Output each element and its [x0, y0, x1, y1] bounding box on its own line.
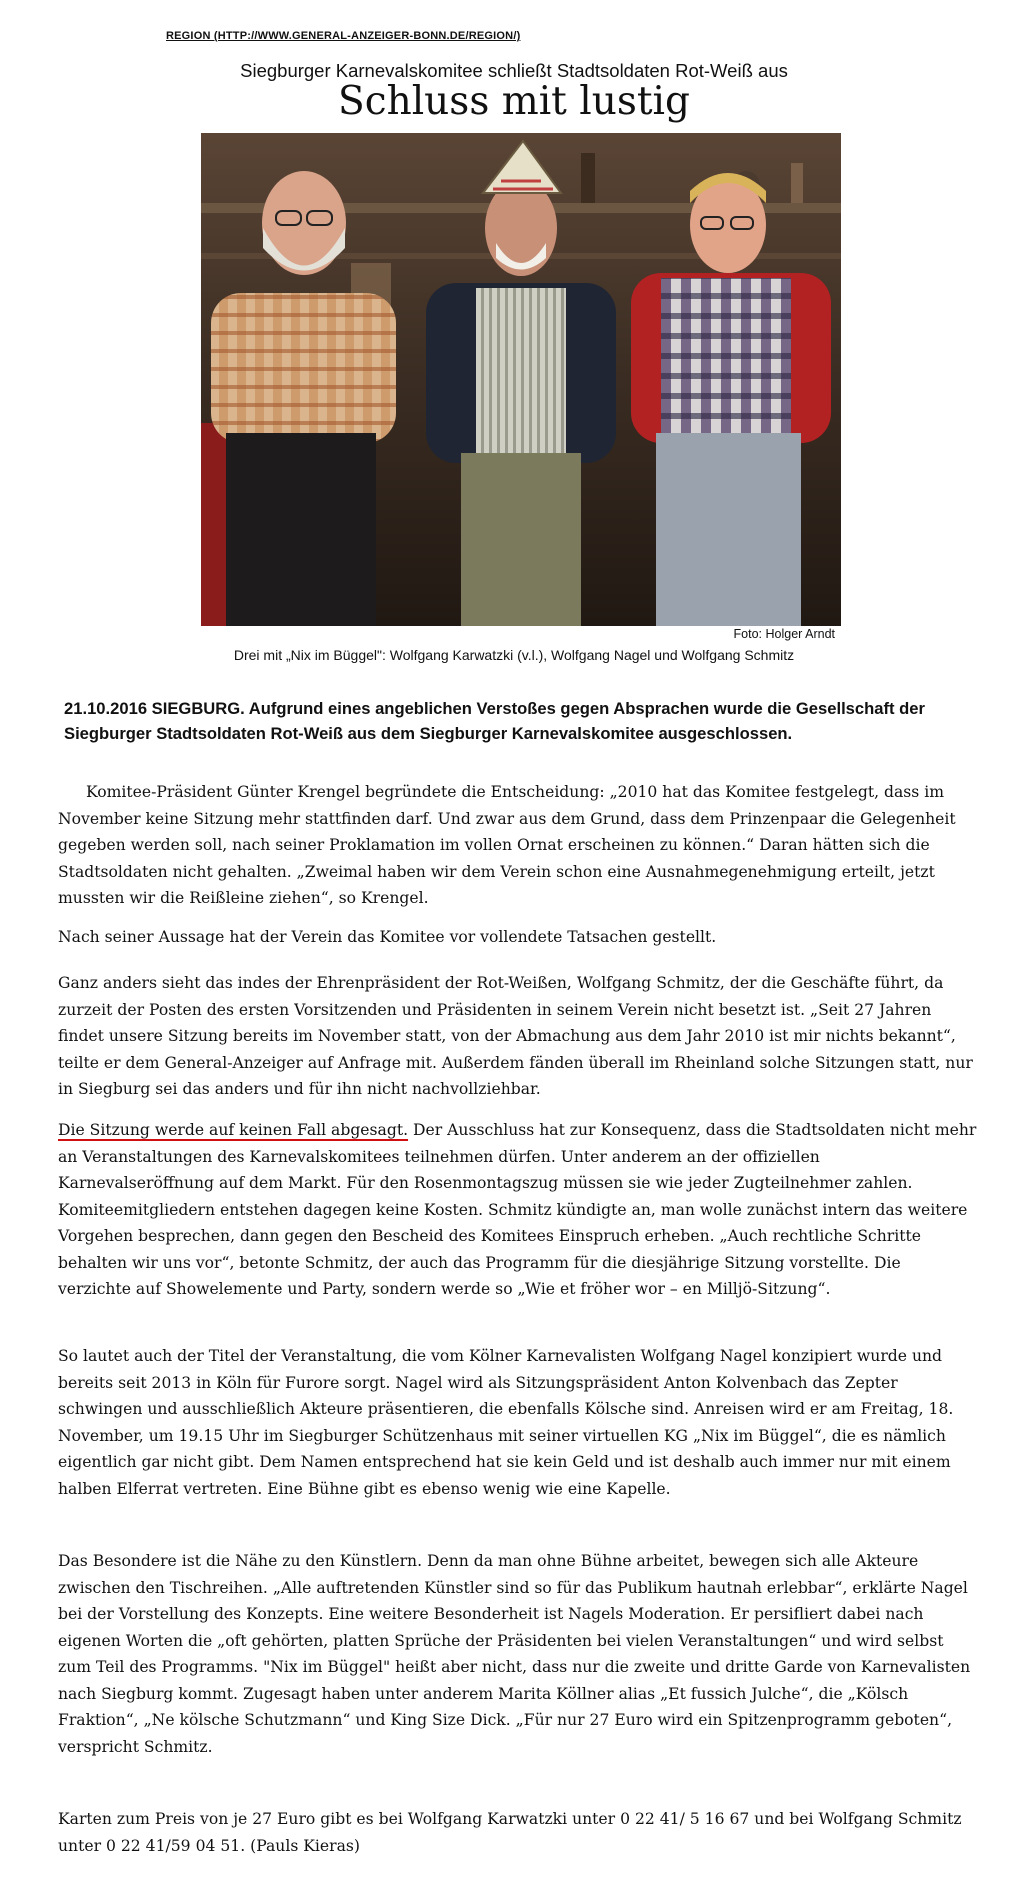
article-lead: 21.10.2016 SIEGBURG. Aufgrund eines angeblichen Verstoßes gegen Absprachen wurde die Gesellschaft der Siegburger Stadtsoldaten Rot-Weiß aus dem Siegburger Karnevalskomitee ausgeschlossen. — [64, 699, 925, 743]
photo-credit: Foto: Holger Arndt — [733, 627, 835, 641]
highlighted-sentence: Die Sitzung werde auf keinen Fall abgesagt. — [58, 1121, 409, 1139]
paragraph-5: So lautet auch der Titel der Veranstaltung, die vom Kölner Karnevalisten Wolfgang Nagel konzipiert wurde und bereits seit 2013 in Köln für Furore sorgt. Nagel wird als Sitzungspräsident Anton Kolvenbach das Zepter schwingen und ausschließlich Akteure präsentieren, die ebenfalls Kölsche sind. Anreisen wird er am Freitag, 18. November, um 19.15 Uhr im Siegburger Schützenhaus mit seiner virtuellen KG „Nix im Büggel“, die es nämlich eigentlich gar nicht gibt. Dem Namen entsprechend hat sie kein Geld und ist deshalb auch immer nur mit einem halben Elferrat vertreten. Eine Bühne gibt es ebenso wenig wie eine Kapelle. — [58, 1347, 954, 1498]
paragraph-4 — [58, 1117, 978, 1303]
paragraph-6: Das Besondere ist die Nähe zu den Künstlern. Denn da man ohne Bühne arbeitet, bewegen sich alle Akteure zwischen den Tischreihen. „Alle auftretenden Künstler sind so für das Publikum hautnah erlebbar“, erklärte Nagel bei der Vorstellung des Konzepts. Eine weitere Besonderheit ist Nagels Moderation. Er persifliert dabei nach eigenen Worten die „oft gehörten, platten Sprüche der Präsidenten bei vielen Veranstaltungen“ und wird selbst zum Teil des Programms. "Nix im Büggel" heißt aber nicht, dass nur die zweite und dritte Garde von Karnevalisten nach Siegburg kommt. Zugesagt haben unter anderem Marita Köllner alias „Et fussich Julche“, die „Kölsch Fraktion“, „Ne kölsche Schutzmann“ und King Size Dick. „Für nur 27 Euro wird ein Spitzenprogramm geboten“, verspricht Schmitz. — [58, 1552, 971, 1756]
article-kicker: Siegburger Karnevalskomitee schließt Stadtsoldaten Rot-Weiß aus — [240, 60, 788, 81]
photo-caption: Drei mit „Nix im Büggel": Wolfgang Karwatzki (v.l.), Wolfgang Nagel und Wolfgang Schmitz — [233, 647, 795, 663]
article-photo — [201, 133, 841, 626]
article-headline: Schluss mit lustig — [338, 79, 690, 124]
paragraph-2: Nach seiner Aussage hat der Verein das Komitee vor vollendete Tatsachen gestellt. — [58, 928, 717, 946]
photo-illustration — [201, 133, 841, 626]
paragraph-4-text: Der Ausschluss hat zur Konsequenz, dass die Stadtsoldaten nicht mehr an Veranstaltungen des Karnevalskomitees teilnehmen dürfen. Unter anderem an der offiziellen Karnevalseröffnung auf dem Markt. Für den Rosenmontagszug müssen sie wie jeder Zugteilnehmer zahlen. Komiteemitgliedern entstehen dagegen keine Kosten. Schmitz kündigte an, man wolle zunächst intern das weitere Vorgehen besprechen, dann gegen den Bescheid des Komitees Einspruch erheben. „Auch rechtliche Schritte behalten wir uns vor“, betonte Schmitz, der auch das Programm für die diesjährige Sitzung vorstellte. Die verzichte auf Showelemente und Party, sondern werde so „Wie et fröher wor – en Milljö-Sitzung“. — [58, 1121, 977, 1298]
paragraph-1: Komitee-Präsident Günter Krengel begründete die Entscheidung: „2010 hat das Komitee festgelegt, dass im November keine Sitzung mehr stattfinden darf. Und zwar aus dem Grund, dass dem Prinzenpaar die Gelegenheit gegeben werden soll, nach seiner Proklamation im vollen Ornat erscheinen zu können.“ Daran hätten sich die Stadtsoldaten nicht gehalten. „Zweimal haben wir dem Verein schon eine Ausnahmegenehmigung erteilt, jetzt mussten wir die Reißleine ziehen“, so Krengel. — [58, 783, 956, 907]
paragraph-7: Karten zum Preis von je 27 Euro gibt es bei Wolfgang Karwatzki unter 0 22 41/ 5 16 67 und bei Wolfgang Schmitz unter 0 22 41/59 04 51. (Pauls Kieras) — [58, 1810, 962, 1855]
region-source-link[interactable]: REGION (HTTP://WWW.GENERAL-ANZEIGER-BONN.DE/REGION/) — [166, 30, 521, 42]
paragraph-3: Ganz anders sieht das indes der Ehrenpräsident der Rot-Weißen, Wolfgang Schmitz, der die Geschäfte führt, da zurzeit der Posten des ersten Vorsitzenden und Präsidenten in seinem Verein nicht besetzt ist. „Seit 27 Jahren findet unsere Sitzung bereits im November statt, von der Abmachung aus dem Jahr 2010 ist mir nichts bekannt“, teilte er dem General-Anzeiger auf Anfrage mit. Außerdem fänden überall im Rheinland solche Sitzungen statt, nur in Siegburg sei das anders und für ihn nicht nachvollziehbar. — [58, 974, 973, 1098]
